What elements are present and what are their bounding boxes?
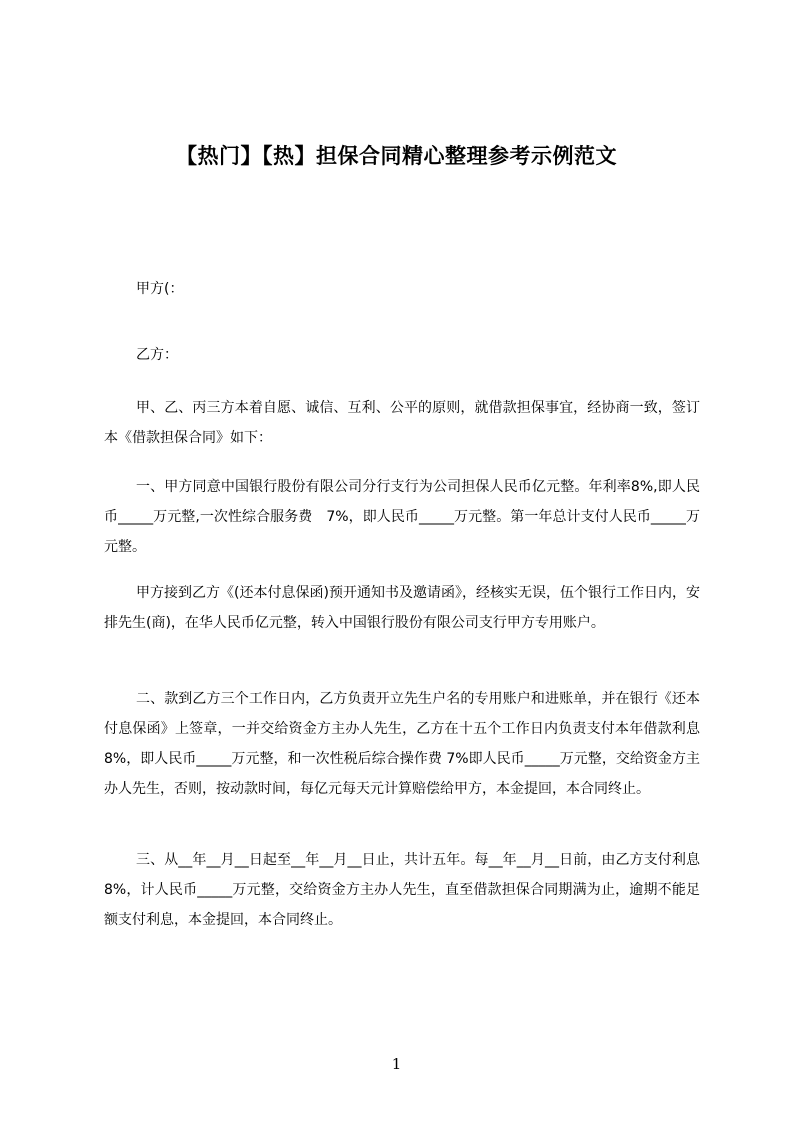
- clause-one-paragraph: 一、甲方同意中国银行股份有限公司分行支行为公司担保人民币亿元整。年利率8%,即人民币_____万元整,一次性综合服务费 7%，即人民币_____万元整。第一年总计支付人民币_____万元整。: [104, 479, 700, 555]
- document-title: 【热门】【热】担保合同精心整理参考示例范文: [176, 144, 617, 168]
- clause-one-detail-paragraph: 甲方接到乙方《(还本付息保函)预开通知书及邀请函》，经核实无误，伍个银行工作日内，安排先生(商)，在华人民币亿元整，转入中国银行股份有限公司支行甲方专用账户。: [104, 585, 700, 631]
- party-b-line: 乙方：: [136, 347, 178, 363]
- preamble-paragraph: 甲、乙、丙三方本着自愿、诚信、互利、公平的原则，就借款担保事宜，经协商一致，签订本《借款担保合同》如下：: [104, 400, 700, 446]
- clause-three-paragraph: 三、从__年__月__日起至__年__月__日止，共计五年。每__年__月__日前，由乙方支付利息 8%，计人民币_____万元整，交给资金方主办人先生，直至借款担保合同期满为止，逾期不能足额支付利息，本金提回，本合同终止。: [104, 852, 700, 928]
- clause-two-paragraph: 二、款到乙方三个工作日内，乙方负责开立先生户名的专用账户和进账单，并在银行《还本付息保函》上签章，一并交给资金方主办人先生，乙方在十五个工作日内负责支付本年借款利息 8%，即人民币_____万元整，和一次性税后综合操作费 7%即人民币_____万元整，交给资金方主办人先生，否则，按动款时间，每亿元每天元计算赔偿给甲方，本金提回，本合同终止。: [104, 691, 700, 797]
- party-a-line: 甲方(：: [136, 281, 184, 297]
- page-number: 1: [391, 1055, 402, 1073]
